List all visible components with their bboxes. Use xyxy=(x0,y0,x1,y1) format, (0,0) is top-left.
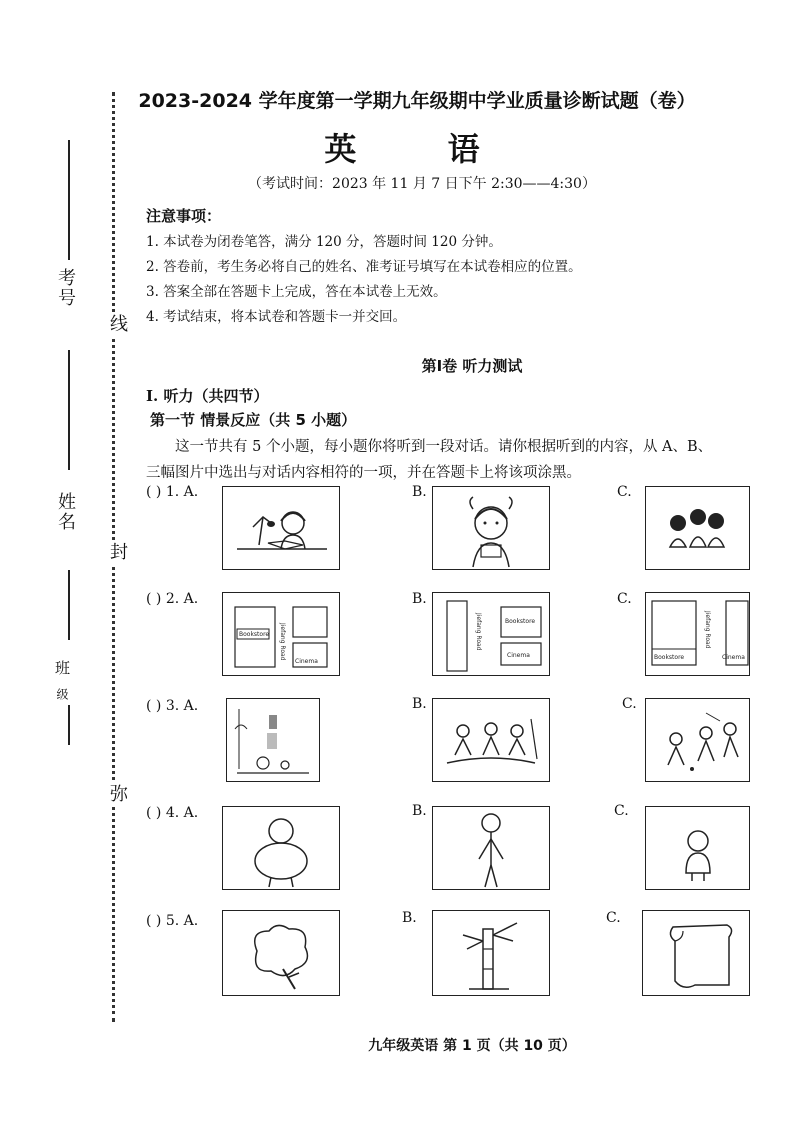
q4-option-b-picture xyxy=(432,806,550,890)
option-c-label: C. xyxy=(617,591,632,607)
part-title: 第Ⅰ卷 听力测试 xyxy=(421,357,523,375)
class-blank xyxy=(68,705,70,745)
q1-option-a-picture xyxy=(222,486,340,570)
q3-option-a-picture xyxy=(226,698,320,782)
q1-option-b-picture xyxy=(432,486,550,570)
binding-seal-char: 封 xyxy=(104,540,130,564)
exam-time: （考试时间：2023 年 11 月 7 日下午 2:30——4:30） xyxy=(248,176,596,192)
q4-option-a-picture xyxy=(222,806,340,890)
q2-option-a-picture xyxy=(222,592,340,676)
option-c-label: C. xyxy=(617,484,632,500)
question-label: ( ) 3. A. xyxy=(146,698,199,714)
q5-option-b-picture xyxy=(432,910,550,996)
option-b-label: B. xyxy=(412,803,427,819)
q3-option-b-picture xyxy=(432,698,550,782)
q2-option-c-picture xyxy=(645,592,750,676)
question-label: ( ) 5. A. xyxy=(146,913,199,929)
name-label: 姓名 xyxy=(55,492,76,532)
notes-title: 注意事项： xyxy=(146,207,222,225)
q1-option-c-picture xyxy=(645,486,750,570)
note-item: 2. 答卷前，考生务必将自己的姓名、准考证号填写在本试卷相应的位置。 xyxy=(146,259,582,275)
q5-option-a-picture xyxy=(222,910,340,996)
question-label: ( ) 4. A. xyxy=(146,805,199,821)
map-label-road: Jiefang Road xyxy=(704,611,711,649)
option-c-label: C. xyxy=(606,910,621,926)
q2-option-b-picture xyxy=(432,592,550,676)
note-item: 4. 考试结束，将本试卷和答题卡一并交回。 xyxy=(146,309,407,325)
map-label-cinema: Cinema xyxy=(722,654,745,661)
instruction-line2: 三幅图片中选出与对话内容相符的一项，并在答题卡上将该项涂黑。 xyxy=(146,465,581,481)
instruction-line1: 这一节共有 5 个小题，每小题你将听到一段对话。请你根据听到的内容，从 A、B、 xyxy=(175,439,713,455)
option-c-label: C. xyxy=(622,696,637,712)
map-label-road: Jiefang Road xyxy=(279,623,286,661)
map-label-cinema: Cinema xyxy=(295,658,318,665)
class-label: 班 xyxy=(53,660,71,677)
question-label: ( ) 2. A. xyxy=(146,591,199,607)
exam-no-label: 考号 xyxy=(55,268,76,308)
grade-label: 级 xyxy=(55,688,69,702)
map-label-bookstore: Bookstore xyxy=(505,618,536,625)
option-b-label: B. xyxy=(412,696,427,712)
binding-line-char: 线 xyxy=(104,312,130,336)
map-label-road: Jiefang Road xyxy=(475,613,482,651)
option-c-label: C. xyxy=(614,803,629,819)
note-item: 3. 答案全部在答题卡上完成，答在本试卷上无效。 xyxy=(146,284,447,300)
q4-option-c-picture xyxy=(645,806,750,890)
exam-title: 2023-2024 学年度第一学期九年级期中学业质量诊断试题（卷） xyxy=(138,90,696,112)
note-item: 1. 本试卷为闭卷笔答，满分 120 分，答题时间 120 分钟。 xyxy=(146,234,502,250)
map-label-cinema: Cinema xyxy=(507,652,530,659)
option-b-label: B. xyxy=(402,910,417,926)
q5-option-c-picture xyxy=(642,910,750,996)
subsection-title: 第一节 情景反应（共 5 小题） xyxy=(150,411,357,429)
question-label: ( ) 1. A. xyxy=(146,484,199,500)
page-footer: 九年级英语 第 1 页（共 10 页） xyxy=(368,1038,576,1054)
binding-mi-char: 弥 xyxy=(104,782,130,806)
map-label-bookstore: Bookstore xyxy=(239,631,270,638)
option-b-label: B. xyxy=(412,484,427,500)
q3-option-c-picture xyxy=(645,698,750,782)
name-blank xyxy=(68,570,70,640)
subject-title: 英 语 xyxy=(324,130,520,168)
section-title: I. 听力（共四节） xyxy=(146,387,269,405)
option-b-label: B. xyxy=(412,591,427,607)
map-label-bookstore: Bookstore xyxy=(654,654,685,661)
